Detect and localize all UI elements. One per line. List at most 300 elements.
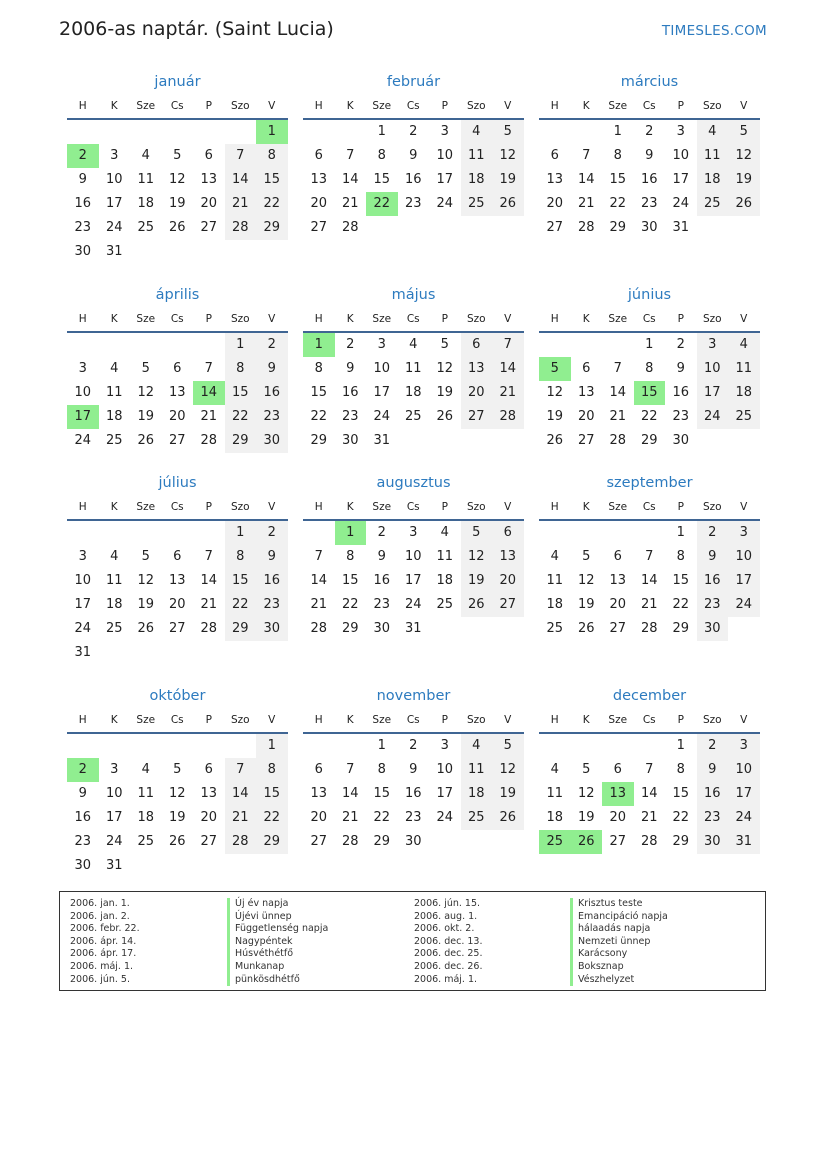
day-cell[interactable]: 8 [256,758,288,782]
day-cell[interactable]: 14 [609,385,627,400]
day-cell[interactable]: 14 [225,168,257,192]
day-cell[interactable]: 13 [577,385,595,400]
day-cell[interactable]: 2 [346,337,355,352]
holiday-day-cell[interactable]: 26 [571,830,603,854]
day-cell[interactable]: 8 [225,357,257,381]
day-cell[interactable]: 18 [137,196,155,211]
day-cell[interactable]: 17 [74,597,92,612]
day-cell[interactable]: 1 [377,124,386,139]
day-cell[interactable]: 7 [346,762,355,777]
day-cell[interactable]: 19 [546,409,564,424]
day-cell[interactable]: 21 [492,381,524,405]
day-cell[interactable]: 15 [225,569,257,593]
day-cell[interactable]: 15 [225,381,257,405]
day-cell[interactable]: 27 [609,621,627,636]
holiday-day-cell[interactable]: 13 [602,782,634,806]
day-cell[interactable]: 17 [672,172,690,187]
day-cell[interactable]: 9 [645,148,654,163]
day-cell[interactable]: 22 [225,593,257,617]
day-cell[interactable]: 13 [546,172,564,187]
day-cell[interactable]: 10 [105,172,123,187]
day-cell[interactable]: 13 [609,573,627,588]
day-cell[interactable]: 12 [492,144,524,168]
day-cell[interactable]: 29 [640,433,658,448]
day-cell[interactable]: 14 [341,786,359,801]
day-cell[interactable]: 27 [200,834,218,849]
day-cell[interactable]: 4 [461,120,493,144]
day-cell[interactable]: 26 [436,409,454,424]
day-cell[interactable]: 13 [168,573,186,588]
day-cell[interactable]: 24 [404,597,422,612]
day-cell[interactable]: 6 [613,549,622,564]
day-cell[interactable]: 16 [373,573,391,588]
day-cell[interactable]: 14 [640,786,658,801]
day-cell[interactable]: 30 [256,617,288,641]
day-cell[interactable]: 1 [377,738,386,753]
day-cell[interactable]: 30 [404,834,422,849]
day-cell[interactable]: 11 [546,573,564,588]
day-cell[interactable]: 2 [409,124,418,139]
day-cell[interactable]: 19 [577,597,595,612]
day-cell[interactable]: 15 [672,786,690,801]
day-cell[interactable]: 3 [377,337,386,352]
day-cell[interactable]: 18 [404,385,422,400]
day-cell[interactable]: 5 [492,120,524,144]
day-cell[interactable]: 9 [409,148,418,163]
day-cell[interactable]: 9 [346,361,355,376]
day-cell[interactable]: 1 [613,124,622,139]
holiday-day-cell[interactable]: 17 [67,405,99,429]
day-cell[interactable]: 14 [492,357,524,381]
day-cell[interactable]: 6 [314,762,323,777]
day-cell[interactable]: 7 [613,361,622,376]
day-cell[interactable]: 25 [697,192,729,216]
day-cell[interactable]: 9 [377,549,386,564]
day-cell[interactable]: 26 [137,621,155,636]
day-cell[interactable]: 25 [404,409,422,424]
day-cell[interactable]: 23 [256,593,288,617]
day-cell[interactable]: 6 [550,148,559,163]
day-cell[interactable]: 25 [105,621,123,636]
day-cell[interactable]: 14 [640,573,658,588]
day-cell[interactable]: 10 [74,385,92,400]
day-cell[interactable]: 20 [168,409,186,424]
day-cell[interactable]: 8 [613,148,622,163]
day-cell[interactable]: 30 [74,244,92,259]
holiday-day-cell[interactable]: 22 [366,192,398,216]
day-cell[interactable]: 10 [436,762,454,777]
day-cell[interactable]: 8 [377,762,386,777]
day-cell[interactable]: 17 [436,172,454,187]
day-cell[interactable]: 5 [141,361,150,376]
day-cell[interactable]: 21 [640,810,658,825]
day-cell[interactable]: 19 [436,385,454,400]
day-cell[interactable]: 12 [492,758,524,782]
day-cell[interactable]: 31 [672,220,690,235]
day-cell[interactable]: 31 [105,858,123,873]
day-cell[interactable]: 22 [373,810,391,825]
day-cell[interactable]: 11 [461,758,493,782]
day-cell[interactable]: 13 [310,786,328,801]
day-cell[interactable]: 15 [609,172,627,187]
day-cell[interactable]: 29 [310,433,328,448]
day-cell[interactable]: 13 [492,545,524,569]
day-cell[interactable]: 18 [436,573,454,588]
day-cell[interactable]: 18 [546,597,564,612]
day-cell[interactable]: 24 [697,405,729,429]
day-cell[interactable]: 23 [697,593,729,617]
day-cell[interactable]: 18 [461,168,493,192]
day-cell[interactable]: 5 [173,762,182,777]
day-cell[interactable]: 19 [728,168,760,192]
day-cell[interactable]: 7 [582,148,591,163]
day-cell[interactable]: 29 [373,834,391,849]
day-cell[interactable]: 16 [697,569,729,593]
day-cell[interactable]: 3 [110,762,119,777]
day-cell[interactable]: 24 [728,593,760,617]
day-cell[interactable]: 12 [546,385,564,400]
day-cell[interactable]: 4 [550,762,559,777]
day-cell[interactable]: 21 [609,409,627,424]
day-cell[interactable]: 23 [697,806,729,830]
day-cell[interactable]: 15 [373,172,391,187]
day-cell[interactable]: 14 [200,573,218,588]
day-cell[interactable]: 1 [225,521,257,545]
day-cell[interactable]: 16 [341,385,359,400]
day-cell[interactable]: 5 [141,549,150,564]
day-cell[interactable]: 11 [105,573,123,588]
day-cell[interactable]: 29 [225,429,257,453]
day-cell[interactable]: 19 [577,810,595,825]
day-cell[interactable]: 5 [461,521,493,545]
day-cell[interactable]: 2 [256,333,288,357]
day-cell[interactable]: 7 [204,549,213,564]
day-cell[interactable]: 9 [697,758,729,782]
day-cell[interactable]: 26 [728,192,760,216]
day-cell[interactable]: 7 [225,758,257,782]
day-cell[interactable]: 5 [440,337,449,352]
day-cell[interactable]: 4 [110,549,119,564]
day-cell[interactable]: 19 [168,810,186,825]
day-cell[interactable]: 19 [492,782,524,806]
day-cell[interactable]: 1 [256,734,288,758]
day-cell[interactable]: 26 [577,621,595,636]
day-cell[interactable]: 16 [256,569,288,593]
day-cell[interactable]: 27 [168,621,186,636]
day-cell[interactable]: 23 [672,409,690,424]
day-cell[interactable]: 5 [492,734,524,758]
day-cell[interactable]: 29 [609,220,627,235]
holiday-day-cell[interactable]: 15 [634,381,666,405]
day-cell[interactable]: 18 [546,810,564,825]
day-cell[interactable]: 2 [676,337,685,352]
day-cell[interactable]: 21 [577,196,595,211]
day-cell[interactable]: 29 [672,834,690,849]
day-cell[interactable]: 10 [74,573,92,588]
day-cell[interactable]: 21 [200,409,218,424]
day-cell[interactable]: 16 [74,196,92,211]
day-cell[interactable]: 24 [373,409,391,424]
day-cell[interactable]: 12 [168,786,186,801]
day-cell[interactable]: 2 [256,521,288,545]
day-cell[interactable]: 10 [672,148,690,163]
day-cell[interactable]: 6 [492,521,524,545]
day-cell[interactable]: 27 [310,834,328,849]
day-cell[interactable]: 21 [640,597,658,612]
day-cell[interactable]: 17 [697,381,729,405]
day-cell[interactable]: 21 [225,192,257,216]
day-cell[interactable]: 4 [697,120,729,144]
day-cell[interactable]: 15 [256,782,288,806]
day-cell[interactable]: 18 [105,409,123,424]
day-cell[interactable]: 20 [609,810,627,825]
day-cell[interactable]: 25 [436,597,454,612]
day-cell[interactable]: 21 [200,597,218,612]
day-cell[interactable]: 30 [697,830,729,854]
day-cell[interactable]: 7 [225,144,257,168]
day-cell[interactable]: 28 [200,433,218,448]
day-cell[interactable]: 28 [200,621,218,636]
day-cell[interactable]: 23 [404,196,422,211]
day-cell[interactable]: 11 [728,357,760,381]
day-cell[interactable]: 23 [640,196,658,211]
day-cell[interactable]: 31 [105,244,123,259]
day-cell[interactable]: 26 [168,220,186,235]
day-cell[interactable]: 10 [105,786,123,801]
day-cell[interactable]: 30 [672,433,690,448]
day-cell[interactable]: 22 [310,409,328,424]
day-cell[interactable]: 26 [546,433,564,448]
day-cell[interactable]: 10 [697,357,729,381]
day-cell[interactable]: 11 [461,144,493,168]
day-cell[interactable]: 24 [74,433,92,448]
holiday-day-cell[interactable]: 14 [193,381,225,405]
day-cell[interactable]: 4 [141,148,150,163]
day-cell[interactable]: 4 [141,762,150,777]
day-cell[interactable]: 17 [404,573,422,588]
day-cell[interactable]: 26 [168,834,186,849]
day-cell[interactable]: 17 [105,810,123,825]
day-cell[interactable]: 30 [341,433,359,448]
day-cell[interactable]: 22 [609,196,627,211]
day-cell[interactable]: 15 [672,573,690,588]
day-cell[interactable]: 16 [640,172,658,187]
day-cell[interactable]: 15 [256,168,288,192]
day-cell[interactable]: 30 [640,220,658,235]
day-cell[interactable]: 8 [377,148,386,163]
day-cell[interactable]: 9 [676,361,685,376]
day-cell[interactable]: 20 [577,409,595,424]
day-cell[interactable]: 2 [697,521,729,545]
day-cell[interactable]: 12 [137,385,155,400]
day-cell[interactable]: 21 [310,597,328,612]
day-cell[interactable]: 7 [492,333,524,357]
day-cell[interactable]: 2 [377,525,386,540]
day-cell[interactable]: 31 [728,830,760,854]
day-cell[interactable]: 3 [78,361,87,376]
day-cell[interactable]: 28 [640,621,658,636]
day-cell[interactable]: 8 [225,545,257,569]
holiday-day-cell[interactable]: 1 [256,120,288,144]
day-cell[interactable]: 11 [546,786,564,801]
day-cell[interactable]: 27 [492,593,524,617]
day-cell[interactable]: 10 [728,545,760,569]
day-cell[interactable]: 7 [314,549,323,564]
day-cell[interactable]: 3 [728,521,760,545]
day-cell[interactable]: 10 [436,148,454,163]
day-cell[interactable]: 13 [200,786,218,801]
day-cell[interactable]: 16 [74,810,92,825]
day-cell[interactable]: 27 [546,220,564,235]
day-cell[interactable]: 1 [676,525,685,540]
day-cell[interactable]: 19 [137,597,155,612]
day-cell[interactable]: 20 [168,597,186,612]
day-cell[interactable]: 6 [582,361,591,376]
day-cell[interactable]: 3 [409,525,418,540]
day-cell[interactable]: 9 [256,545,288,569]
day-cell[interactable]: 20 [546,196,564,211]
day-cell[interactable]: 28 [341,834,359,849]
day-cell[interactable]: 24 [436,196,454,211]
holiday-day-cell[interactable]: 2 [67,758,99,782]
day-cell[interactable]: 5 [582,549,591,564]
day-cell[interactable]: 30 [697,617,729,641]
day-cell[interactable]: 8 [314,361,323,376]
day-cell[interactable]: 24 [436,810,454,825]
day-cell[interactable]: 17 [728,569,760,593]
day-cell[interactable]: 28 [225,216,257,240]
day-cell[interactable]: 9 [78,172,87,187]
day-cell[interactable]: 19 [137,409,155,424]
day-cell[interactable]: 12 [168,172,186,187]
day-cell[interactable]: 4 [550,549,559,564]
day-cell[interactable]: 29 [256,216,288,240]
day-cell[interactable]: 12 [728,144,760,168]
holiday-day-cell[interactable]: 1 [303,333,335,357]
day-cell[interactable]: 6 [204,762,213,777]
day-cell[interactable]: 20 [310,196,328,211]
day-cell[interactable]: 29 [672,621,690,636]
day-cell[interactable]: 17 [373,385,391,400]
day-cell[interactable]: 25 [137,220,155,235]
day-cell[interactable]: 24 [105,220,123,235]
day-cell[interactable]: 7 [204,361,213,376]
day-cell[interactable]: 31 [373,433,391,448]
brand-logo[interactable]: TIMESLES.COM [661,23,767,39]
day-cell[interactable]: 30 [373,621,391,636]
day-cell[interactable]: 8 [676,762,685,777]
day-cell[interactable]: 15 [310,385,328,400]
day-cell[interactable]: 1 [676,738,685,753]
day-cell[interactable]: 18 [728,381,760,405]
day-cell[interactable]: 2 [409,738,418,753]
day-cell[interactable]: 11 [697,144,729,168]
day-cell[interactable]: 27 [200,220,218,235]
day-cell[interactable]: 6 [173,549,182,564]
day-cell[interactable]: 24 [728,806,760,830]
day-cell[interactable]: 3 [440,124,449,139]
day-cell[interactable]: 10 [728,758,760,782]
day-cell[interactable]: 18 [105,597,123,612]
day-cell[interactable]: 8 [676,549,685,564]
day-cell[interactable]: 26 [492,192,524,216]
day-cell[interactable]: 26 [492,806,524,830]
day-cell[interactable]: 15 [341,573,359,588]
day-cell[interactable]: 27 [577,433,595,448]
day-cell[interactable]: 4 [409,337,418,352]
day-cell[interactable]: 16 [404,172,422,187]
day-cell[interactable]: 16 [697,782,729,806]
day-cell[interactable]: 23 [373,597,391,612]
day-cell[interactable]: 3 [110,148,119,163]
day-cell[interactable]: 12 [137,573,155,588]
day-cell[interactable]: 24 [672,196,690,211]
day-cell[interactable]: 6 [314,148,323,163]
day-cell[interactable]: 8 [645,361,654,376]
day-cell[interactable]: 20 [609,597,627,612]
day-cell[interactable]: 22 [256,192,288,216]
day-cell[interactable]: 3 [440,738,449,753]
day-cell[interactable]: 23 [74,220,92,235]
day-cell[interactable]: 31 [74,645,92,660]
day-cell[interactable]: 21 [341,810,359,825]
day-cell[interactable]: 13 [310,172,328,187]
day-cell[interactable]: 21 [341,196,359,211]
day-cell[interactable]: 27 [609,834,627,849]
day-cell[interactable]: 9 [256,357,288,381]
day-cell[interactable]: 28 [492,405,524,429]
day-cell[interactable]: 13 [200,172,218,187]
day-cell[interactable]: 25 [105,433,123,448]
day-cell[interactable]: 2 [645,124,654,139]
day-cell[interactable]: 24 [105,834,123,849]
day-cell[interactable]: 18 [697,168,729,192]
day-cell[interactable]: 2 [697,734,729,758]
day-cell[interactable]: 7 [346,148,355,163]
day-cell[interactable]: 14 [577,172,595,187]
day-cell[interactable]: 25 [728,405,760,429]
day-cell[interactable]: 12 [461,545,493,569]
day-cell[interactable]: 14 [310,573,328,588]
day-cell[interactable]: 13 [168,385,186,400]
day-cell[interactable]: 20 [200,196,218,211]
day-cell[interactable]: 3 [697,333,729,357]
day-cell[interactable]: 23 [404,810,422,825]
day-cell[interactable]: 22 [672,810,690,825]
day-cell[interactable]: 28 [310,621,328,636]
day-cell[interactable]: 12 [577,573,595,588]
day-cell[interactable]: 9 [697,545,729,569]
day-cell[interactable]: 23 [256,405,288,429]
day-cell[interactable]: 28 [225,830,257,854]
day-cell[interactable]: 11 [137,786,155,801]
day-cell[interactable]: 8 [256,144,288,168]
day-cell[interactable]: 11 [404,361,422,376]
day-cell[interactable]: 17 [728,782,760,806]
day-cell[interactable]: 7 [645,762,654,777]
day-cell[interactable]: 5 [728,120,760,144]
day-cell[interactable]: 30 [74,858,92,873]
day-cell[interactable]: 25 [461,192,493,216]
day-cell[interactable]: 1 [225,333,257,357]
day-cell[interactable]: 11 [436,549,454,564]
day-cell[interactable]: 11 [137,172,155,187]
day-cell[interactable]: 22 [640,409,658,424]
day-cell[interactable]: 9 [409,762,418,777]
day-cell[interactable]: 12 [436,361,454,376]
day-cell[interactable]: 4 [440,525,449,540]
day-cell[interactable]: 19 [168,196,186,211]
